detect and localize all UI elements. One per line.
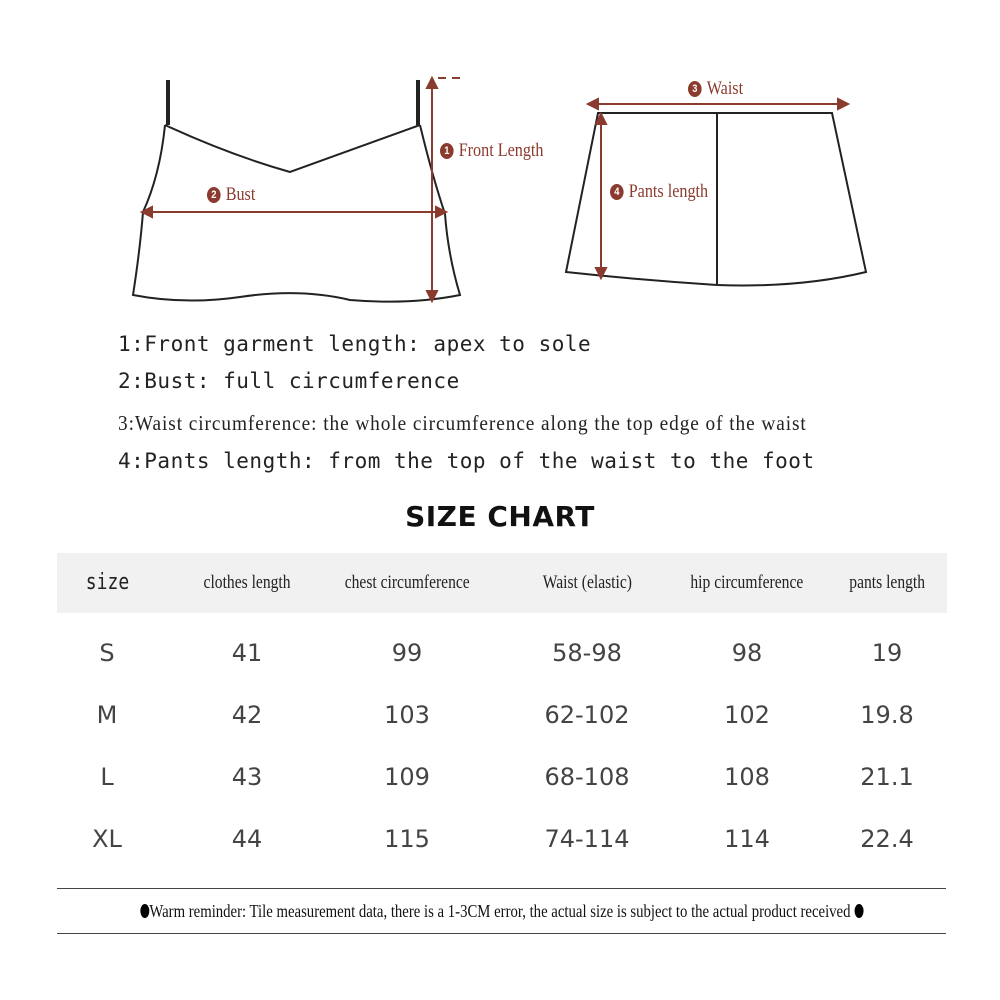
cell-size: M (96, 701, 118, 729)
header-clothes-length: clothes length (203, 572, 291, 593)
pants-length-arrow (596, 114, 606, 278)
cell-clothes-length: 43 (231, 763, 263, 791)
cell-waist: 62-102 (544, 701, 630, 729)
cell-waist: 58-98 (552, 639, 622, 667)
header-waist: Waist (elastic) (542, 572, 632, 593)
table-row (57, 684, 947, 746)
size-chart-title: SIZE CHART (405, 500, 595, 533)
note-front-length: 1:Front garment length: apex to sole (118, 332, 592, 356)
cell-waist: 74-114 (544, 825, 630, 853)
size-table (57, 553, 947, 870)
cell-size: L (100, 763, 114, 791)
cell-pants-length: 19 (871, 639, 903, 667)
cell-size: XL (92, 825, 122, 853)
waist-label: 3 Waist (688, 78, 743, 100)
table-row (57, 746, 947, 808)
cell-pants-length: 19.8 (860, 701, 914, 729)
top-garment-drawing (133, 80, 460, 302)
note-waist: 3:Waist circumference: the whole circumference along the top edge of the waist (118, 411, 807, 435)
table-body (57, 613, 947, 870)
header-pants-length: pants length (849, 572, 925, 593)
front-length-label: 1 Front Length (440, 140, 543, 162)
front-length-number-badge: 1 (440, 143, 454, 159)
cell-hip: 108 (724, 763, 770, 791)
cell-waist: 68-108 (544, 763, 630, 791)
bust-label: 2 Bust (207, 184, 255, 206)
bullet-dot (854, 904, 863, 918)
waist-arrow (588, 99, 848, 109)
warm-reminder (57, 888, 946, 934)
cell-hip: 114 (724, 825, 770, 853)
pants-length-number-badge: 4 (610, 184, 624, 200)
cell-clothes-length: 41 (231, 639, 263, 667)
bust-number-badge: 2 (207, 187, 221, 203)
cell-chest: 99 (391, 639, 423, 667)
measurement-diagram (0, 0, 1000, 320)
header-hip-circumference: hip circumference (690, 572, 804, 593)
cell-hip: 102 (724, 701, 770, 729)
cell-hip: 98 (731, 639, 763, 667)
cell-clothes-length: 42 (231, 701, 263, 729)
header-chest-circumference: chest circumference (344, 572, 470, 593)
cell-pants-length: 21.1 (860, 763, 914, 791)
cell-size: S (99, 639, 115, 667)
bullet-dot (140, 904, 149, 918)
cell-clothes-length: 44 (231, 825, 263, 853)
note-bust: 2:Bust: full circumference (118, 369, 460, 393)
table-row (57, 808, 947, 870)
header-size: size (85, 570, 129, 595)
bust-arrow (142, 207, 446, 217)
table-header-row (57, 553, 947, 613)
note-pants-length: 4:Pants length: from the top of the waist to the foot (118, 449, 815, 473)
reminder-text: Warm reminder: Tile measurement data, there is a 1-3CM error, the actual size is subject to the actual product received (149, 901, 851, 921)
cell-chest: 109 (384, 763, 430, 791)
cell-chest: 103 (384, 701, 430, 729)
cell-chest: 115 (384, 825, 430, 853)
cell-pants-length: 22.4 (860, 825, 914, 853)
front-length-arrow (427, 78, 460, 301)
table-row (57, 622, 947, 684)
pants-length-label: 4 Pants length (610, 181, 708, 203)
waist-number-badge: 3 (688, 81, 702, 97)
